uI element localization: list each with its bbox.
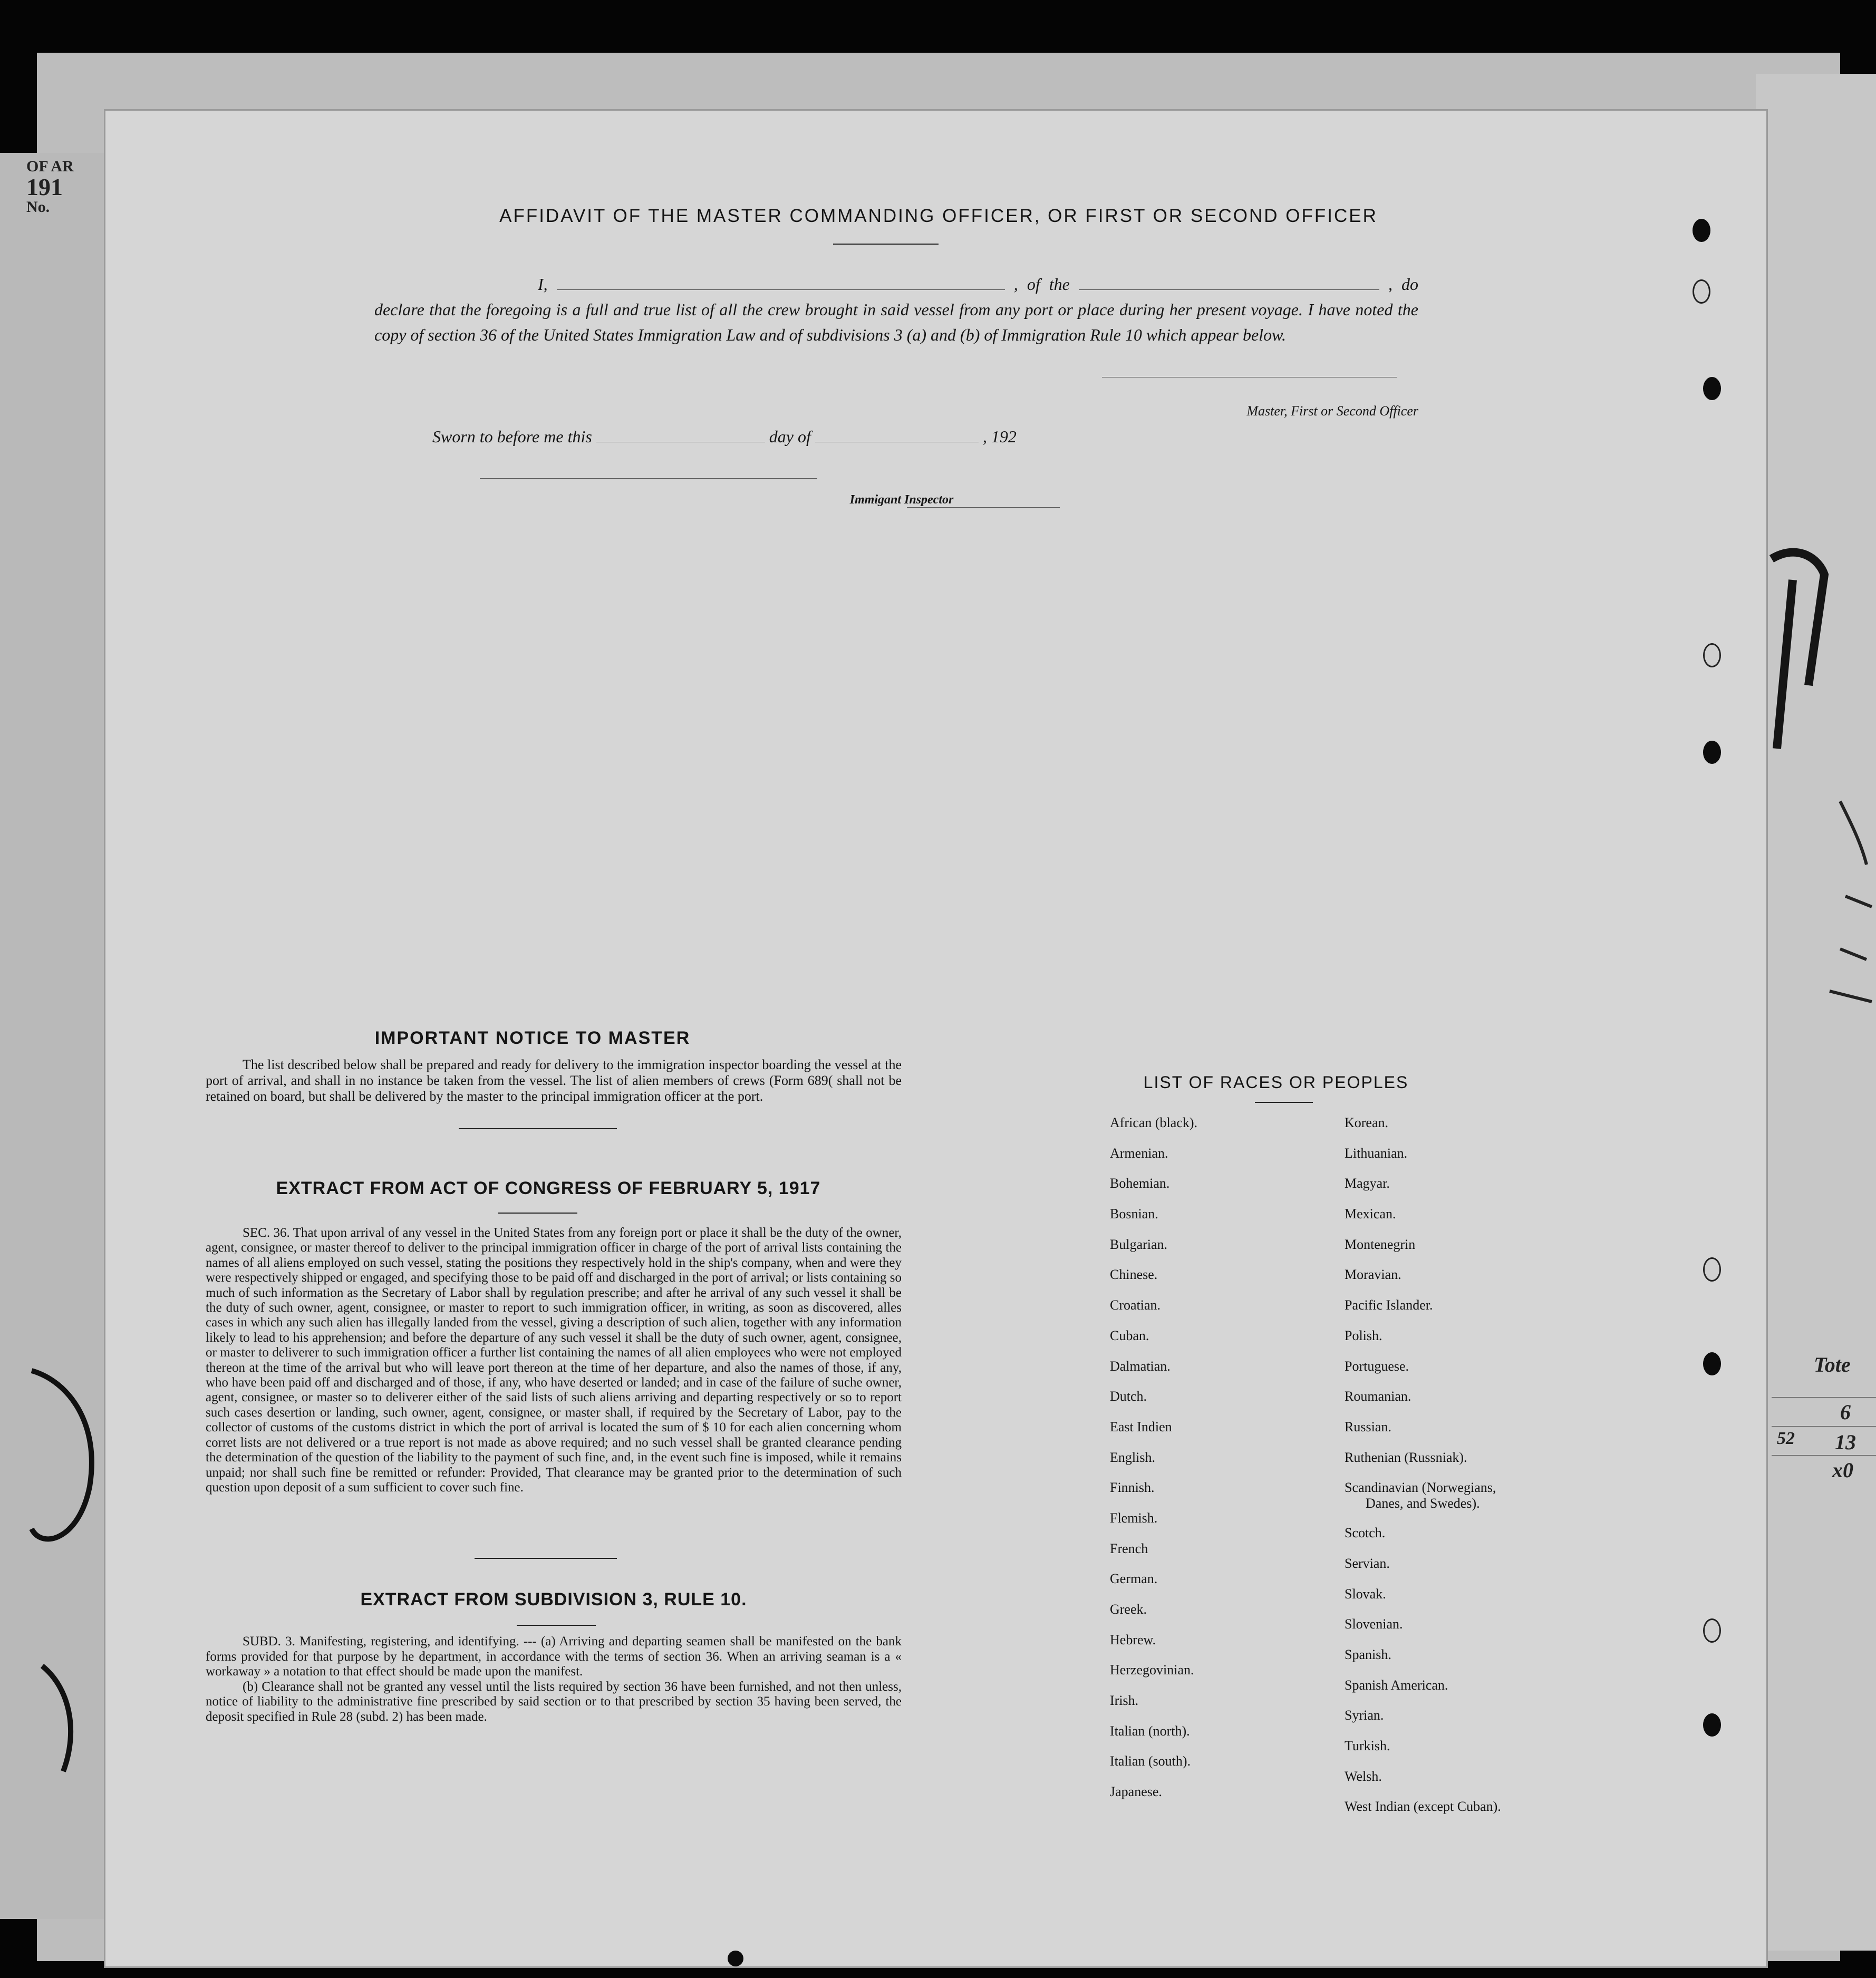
name-blank — [557, 289, 1005, 290]
race-item: Irish. — [1110, 1693, 1139, 1709]
race-item: Greek. — [1110, 1602, 1147, 1617]
race-item: Servian. — [1345, 1555, 1390, 1571]
race-item: Bulgarian. — [1110, 1236, 1168, 1252]
sworn-line — [432, 427, 1171, 447]
race-item: African (black). — [1110, 1115, 1198, 1130]
race-item: Spanish. — [1345, 1647, 1391, 1662]
race-item: Pacific Islander. — [1345, 1297, 1433, 1313]
race-item — [1345, 1480, 1598, 1525]
handwriting-scribble-right — [1761, 527, 1876, 1012]
notice-body: The list described below shall be prepared and ready for delivery to the immigration inspector boarding the vessel at the port of arrival, and shall in no instance be taken from the vessel. The list of alien members of crews (Form 689( shall not be retained on board, but shall be delivered by the master to the principal immigration officer at the port. — [206, 1057, 902, 1104]
punch-hole — [1693, 279, 1710, 304]
act-divider — [475, 1558, 617, 1559]
race-item: Croatian. — [1110, 1297, 1161, 1313]
race-item: Finnish. — [1110, 1480, 1155, 1496]
handwriting-scribble-left — [21, 1350, 111, 1782]
race-item: East Indien — [1110, 1419, 1172, 1434]
punch-hole — [1703, 643, 1721, 667]
races-underline — [1255, 1102, 1313, 1103]
races-list-left — [1110, 1115, 1310, 1815]
races-title: LIST OF RACES OR PEOPLES — [1143, 1073, 1409, 1092]
inspector-label-line — [907, 507, 1060, 508]
act-title: EXTRACT FROM ACT OF CONGRESS OF FEBRUARY 5, 1917 — [276, 1178, 821, 1198]
right-13-text: 13 — [1835, 1430, 1856, 1454]
race-item-line-2: Danes, and Swedes). — [1366, 1496, 1480, 1511]
act-body: SEC. 36. That upon arrival of any vessel in the United States from any foreign port or place it shall be the duty of the owner, agent, consignee, or master thereof to deliver to the principal immigration officer in charge of the port of arrival lists containing the names of all aliens employed on such vessel, stating the positions they respectively hold in the ship's company, when and were they were respectively shipped or engaged, and specifying those to be paid off and discharged in the port of arrival; or lists containing so much of such information as the Secretary of Labor shall by regulation prescribe; and after he arrival of any such vessel it shall be the duty of such owner, agent, consignee, or master to report to such immigration officer, in writing, as soon as discovered, alles cases in which any such alien has illegally landed from the vessel, giving a description of such alien, together with any information likely to lead to his apprehension; and before the departure of any such vessel it shall be the duty of such owner, agent, consignee, or master to deliverer to such immigration officer a further list containing the names of all alien employees who were not employed thereon at the time of the arrival but who will leave port thereon at the time of her departure, and also the names of those, if any, who have been paid off and discharged and of those, if any, who have deserted or landed; and in case of the failure of suche owner, agent, consignee, or master so to deliverer either of the said lists of such aliens arriving and departing respectively or so to report such cases desertion or landing, such owner, agent, consignee, or master shall, if required by the Secretary of Labor, pay to the collector of customs of the customs district in which the port of arrival is located the sum of $ 10 for each alien concerning whom corret lists are not delivered or a true report is not made as above required; and no such vessel shall be granted clearance pending the determination of the question of the liability to the payment of such fine, and, in the event such fine is imposed, while it remains unpaid; nor shall such fine be remitted or refunder: Provided, That clearance may be granted prior to the determination of such question upon deposit of a sum sufficient to cover such fine. — [206, 1226, 902, 1495]
race-item: Portuguese. — [1345, 1358, 1409, 1374]
race-item: Ruthenian (Russniak). — [1345, 1449, 1467, 1465]
race-item: Slovenian. — [1345, 1616, 1403, 1632]
race-item: Dalmatian. — [1110, 1358, 1171, 1374]
inspector-label: Immigant Inspector — [849, 493, 954, 507]
right-tote-text: Tote — [1814, 1353, 1851, 1376]
race-item: Russian. — [1345, 1419, 1391, 1434]
race-item: Hebrew. — [1110, 1632, 1156, 1647]
race-item: Lithuanian. — [1345, 1145, 1408, 1161]
vessel-blank — [1079, 289, 1379, 290]
sworn-month-blank — [815, 441, 979, 442]
underlying-sheet-right — [1756, 74, 1876, 1951]
race-item: Chinese. — [1110, 1267, 1158, 1283]
race-item: English. — [1110, 1449, 1155, 1465]
subdivision-title: EXTRACT FROM SUBDIVISION 3, RULE 10. — [360, 1589, 747, 1609]
punch-hole — [1703, 1713, 1721, 1737]
right-52-text: 52 — [1777, 1429, 1795, 1448]
race-item: Flemish. — [1110, 1510, 1158, 1526]
subdivision-underline — [517, 1625, 596, 1626]
race-item: Spanish American. — [1345, 1677, 1448, 1693]
manifest-page — [105, 111, 1766, 1966]
race-item: French — [1110, 1540, 1148, 1556]
race-item: Syrian. — [1345, 1708, 1384, 1723]
punch-hole — [1703, 741, 1721, 764]
declaration-do-declare: , do declare — [374, 275, 1419, 319]
sworn-year: , 192 — [982, 427, 1017, 446]
race-item: Welsh. — [1345, 1768, 1382, 1784]
race-item: Mexican. — [1345, 1206, 1396, 1222]
declaration-i: I, — [538, 275, 548, 294]
left-edge-text-2: 191 — [26, 173, 63, 200]
signature-label: Master, First or Second Officer — [1246, 403, 1418, 419]
sworn-day-of: day of — [769, 427, 811, 446]
declaration-body: that the foregoing is a full and true list of all the crew brought in said vessel from any port or place during her present voyage. I have noted the copy of section 36 of the United States Immigration Law and of subdivisions 3 (a) and (b) of Immigration Rule 10 which appear below. — [374, 300, 1419, 344]
affidavit-title: AFFIDAVIT OF THE MASTER COMMANDING OFFICER, OR FIRST OR SECOND OFFICER — [499, 206, 1378, 226]
right-table-line-1 — [1772, 1397, 1876, 1398]
race-item: Moravian. — [1345, 1267, 1401, 1283]
race-item: Bohemian. — [1110, 1176, 1170, 1191]
race-item-line-1: Scandinavian (Norwegians, — [1345, 1480, 1496, 1496]
race-item: Armenian. — [1110, 1145, 1168, 1161]
sworn-day-blank — [596, 441, 765, 442]
race-item: Italian (north). — [1110, 1723, 1190, 1739]
subdivision-para-b: (b) Clearance shall not be granted any vessel until the lists required by section 36 have been furnished, and not then unless, notice of liability to the administrative fine prescribed by said section or to that prescribed by section 35 having been served, the deposit specified in Rule 28 (subd. 2) has been made. — [206, 1679, 902, 1724]
race-item: Slovak. — [1345, 1586, 1386, 1602]
subdivision-para-a: SUBD. 3. Manifesting, registering, and identifying. --- (a) Arriving and departing seamen shall be manifested on the bank forms provided for that purpose by he department, in accordance with the terms of section 36. When an arriving seaman is a « workaway » a notation to that effect should be made upon the manifest. — [206, 1634, 902, 1679]
race-item: West Indian (except Cuban). — [1345, 1799, 1501, 1815]
right-6-text: 6 — [1840, 1400, 1851, 1424]
left-edge-text-1: OF AR — [26, 158, 74, 175]
left-edge-text-3: No. — [26, 198, 50, 216]
left-edge-fragment — [0, 158, 105, 216]
right-x0-text: x0 — [1832, 1458, 1853, 1482]
race-item: German. — [1110, 1571, 1158, 1587]
punch-hole — [1703, 1352, 1721, 1375]
race-item: Turkish. — [1345, 1738, 1390, 1754]
notice-title: IMPORTANT NOTICE TO MASTER — [374, 1028, 691, 1048]
race-item: Montenegrin — [1345, 1236, 1416, 1252]
notice-divider — [459, 1128, 617, 1129]
subdivision-body — [206, 1634, 902, 1724]
race-item: Italian (south). — [1110, 1753, 1191, 1769]
race-item: Herzegovinian. — [1110, 1662, 1194, 1678]
race-item: Cuban. — [1110, 1327, 1149, 1343]
declaration-text — [374, 272, 1418, 347]
race-item: Japanese. — [1110, 1784, 1162, 1800]
title-underline — [833, 244, 939, 245]
punch-hole — [1703, 377, 1721, 400]
race-item: Korean. — [1345, 1115, 1389, 1130]
sworn-prefix: Sworn to before me this — [432, 427, 592, 446]
declaration-of-the: , of the — [1013, 275, 1070, 294]
race-item: Polish. — [1345, 1327, 1382, 1343]
punch-hole — [1703, 1257, 1721, 1282]
race-item: Bosnian. — [1110, 1206, 1158, 1222]
punch-hole — [1693, 219, 1710, 242]
punch-hole — [1703, 1618, 1721, 1643]
race-item: Dutch. — [1110, 1389, 1147, 1404]
right-table-line-2 — [1772, 1426, 1876, 1427]
act-underline — [498, 1213, 577, 1214]
race-item: Scotch. — [1345, 1525, 1386, 1541]
punch-hole — [728, 1951, 743, 1966]
right-table-line-3 — [1772, 1455, 1876, 1456]
races-list-right — [1345, 1115, 1598, 1829]
inspector-line — [480, 478, 817, 479]
race-item: Magyar. — [1345, 1176, 1390, 1191]
race-item: Roumanian. — [1345, 1389, 1411, 1404]
